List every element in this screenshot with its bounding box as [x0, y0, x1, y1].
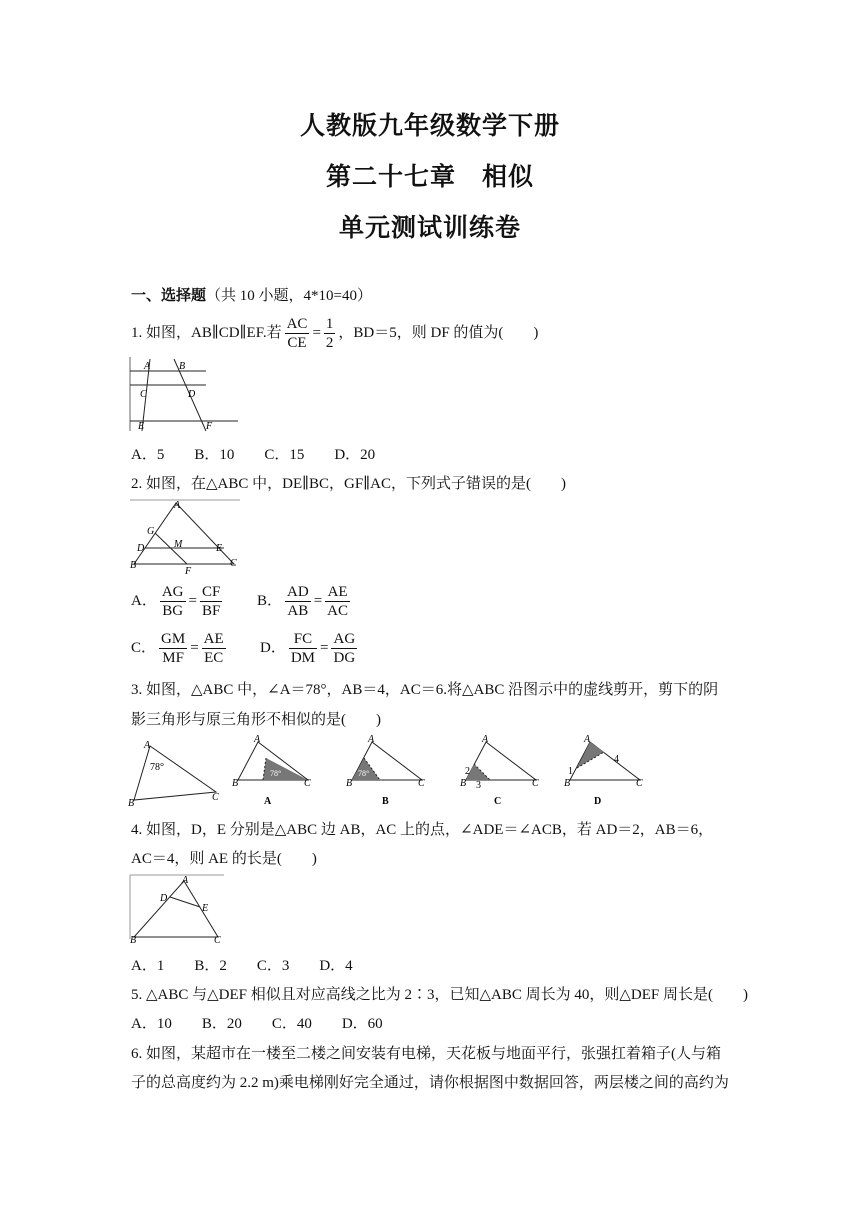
- question-6-line-1: 6. 如图，某超市在一楼至二楼之间安装有电梯，天花板与地面平行，张强扛着箱子(人与箱: [131, 1046, 721, 1062]
- svg-text:C: C: [532, 778, 539, 789]
- q2-option-d: D． $\frac{FC}{DM}$ = $\frac{AG}{DG}$: [260, 631, 356, 666]
- svg-text:B: B: [564, 778, 571, 789]
- q2-label-f: F: [185, 566, 192, 577]
- q2-label-c: C: [230, 558, 237, 569]
- section-note: （共 10 小题，4*10=40）: [206, 288, 372, 304]
- svg-text:C: C: [304, 778, 311, 789]
- q2-label-b: B: [130, 560, 137, 571]
- section-label: 一、选择题: [131, 286, 207, 304]
- q2-figure: [130, 498, 240, 577]
- q4-label-d: D: [160, 893, 168, 904]
- svg-text:A: A: [254, 734, 261, 745]
- q3-caption-c: C: [494, 796, 502, 807]
- chapter-title: 第二十七章 相似: [325, 162, 534, 191]
- doc-subtitle: 单元测试训练卷: [338, 213, 521, 242]
- svg-text:B: B: [128, 798, 135, 809]
- q3-caption-a: A: [264, 796, 272, 807]
- q3-angle-label: 78°: [150, 762, 164, 773]
- svg-text:A: A: [144, 740, 151, 751]
- question-3-line-2: 影三角形与原三角形不相似的是( ): [131, 712, 381, 728]
- q2-label-m: M: [174, 539, 183, 550]
- svg-text:C: C: [212, 792, 219, 803]
- q2-label-e: E: [216, 543, 223, 554]
- q4-label-c: C: [214, 935, 221, 946]
- q2-option-a: A． $\frac{AG}{BG}$ = $\frac{CF}{BF}$: [131, 584, 221, 619]
- svg-text:C: C: [636, 778, 643, 789]
- q3-caption-b: B: [382, 796, 389, 807]
- svg-text:B: B: [232, 778, 239, 789]
- svg-text:1: 1: [568, 766, 573, 777]
- q4-label-b: B: [130, 935, 137, 946]
- q1-label-b: B: [179, 361, 186, 372]
- question-4-line-2: AC＝4，则 AE 的长是( ): [131, 851, 317, 867]
- q2-option-b: B． $\frac{AD}{AB}$ = $\frac{AE}{AC}$: [257, 584, 348, 619]
- q2-label-d: D: [137, 543, 145, 554]
- svg-text:3: 3: [476, 780, 481, 791]
- question-4-line-1: 4. 如图，D，E 分别是△ABC 边 AB，AC 上的点，∠ADE＝∠ACB，若 AD＝2，AB＝6，: [131, 822, 714, 838]
- q1-label-c: C: [140, 389, 147, 400]
- q1-label-d: D: [188, 389, 196, 400]
- q1-figure: [130, 357, 238, 433]
- q3-figures: [128, 736, 648, 810]
- q2-option-c: C． $\frac{GM}{MF}$ = $\frac{AE}{EC}$: [131, 631, 224, 666]
- svg-text:2: 2: [465, 766, 470, 777]
- svg-text:A: A: [584, 734, 591, 745]
- q1-fraction-2: $\frac{1}{2}$: [325, 316, 334, 351]
- question-5: 5. △ABC 与△DEF 相似且对应高线之比为 2∶3，已知△ABC 周长为 40，则△DEF 周长是( ): [131, 987, 748, 1003]
- question-3-line-1: 3. 如图，△ABC 中，∠A＝78°，AB＝4，AC＝6.将△ABC 沿图示中的虚线剪开，剪下的阴: [131, 682, 719, 698]
- q1-text-post: ，BD＝5，则 DF 的值为( ): [338, 324, 539, 341]
- svg-text:78°: 78°: [270, 769, 282, 778]
- svg-text:B: B: [346, 778, 353, 789]
- svg-text:A: A: [482, 734, 489, 745]
- q1-text-pre: 1. 如图，AB∥CD∥EF.若: [131, 324, 282, 341]
- q1-label-e: E: [138, 421, 145, 432]
- svg-text:78°: 78°: [358, 769, 370, 778]
- svg-text:4: 4: [614, 754, 619, 765]
- question-6-line-2: 子的总高度约为 2.2 m)乘电梯刚好完全通过，请你根据图中数据回答，两层楼之间的高约为: [131, 1075, 729, 1091]
- q1-options: A．5 B．10 C．15 D．20: [131, 447, 376, 463]
- q5-options: A．10 B．20 C．40 D．60: [131, 1016, 383, 1032]
- q4-label-e: E: [202, 903, 209, 914]
- svg-text:C: C: [418, 778, 425, 789]
- q1-equals: =: [312, 324, 321, 341]
- q4-figure: [130, 873, 224, 945]
- q4-options: A．1 B．2 C．3 D．4: [131, 958, 353, 974]
- svg-text:A: A: [368, 734, 375, 745]
- doc-title: 人教版九年级数学下册: [299, 111, 560, 140]
- section-heading: [131, 284, 372, 305]
- q1-fraction-1: $\frac{AC}{CE}$: [286, 316, 308, 351]
- q1-label-a: A: [144, 361, 151, 372]
- svg-text:B: B: [460, 778, 467, 789]
- q1-label-f: F: [206, 421, 213, 432]
- question-2: 2. 如图，在△ABC 中，DE∥BC，GF∥AC，下列式子错误的是( ): [131, 476, 566, 492]
- q2-label-a: A: [174, 500, 181, 511]
- question-1: [131, 315, 538, 352]
- q2-label-g: G: [147, 526, 155, 537]
- q3-caption-d: D: [594, 796, 602, 807]
- q4-label-a: A: [182, 875, 189, 886]
